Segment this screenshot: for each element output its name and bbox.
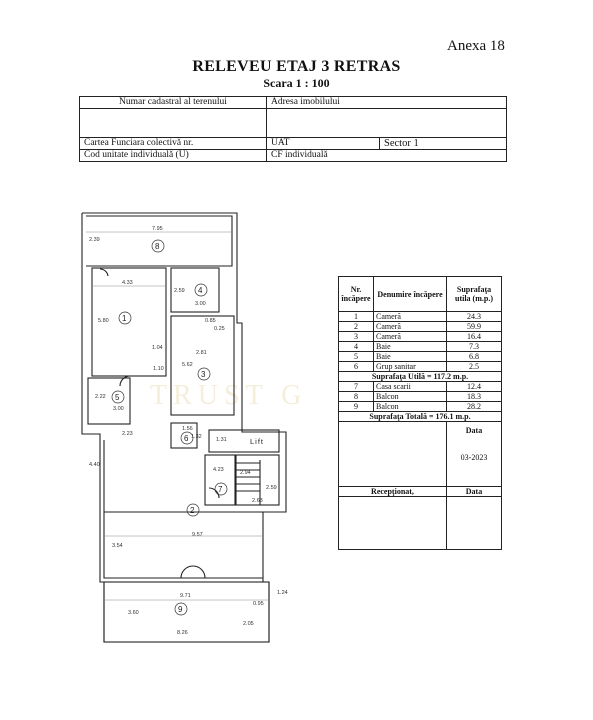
dimension-label: 2.94 xyxy=(240,470,251,476)
table-row xyxy=(339,352,502,362)
date-cell xyxy=(447,422,502,487)
watermark: TRUST G xyxy=(150,380,308,411)
row-name: Casa scarii xyxy=(374,382,447,392)
row-nr: 8 xyxy=(339,392,374,402)
row-area: 16.4 xyxy=(447,332,502,342)
dimension-label: 3.54 xyxy=(112,543,123,549)
dimension-label: 1.10 xyxy=(153,366,164,372)
dimension-label: 0.25 xyxy=(214,326,225,332)
room-number-6: 6 xyxy=(184,434,189,443)
room-number-7: 7 xyxy=(218,485,223,494)
dimension-label: 4.33 xyxy=(122,280,133,286)
dimension-label: 2.63 xyxy=(252,498,263,504)
row-area: 24.3 xyxy=(447,312,502,322)
row-name: Baie xyxy=(374,342,447,352)
row-name: Balcon xyxy=(374,392,447,402)
dimension-label: 0.85 xyxy=(205,318,216,324)
dimension-label: 1.24 xyxy=(277,590,288,596)
grand-total: Suprafaţa Totală = 176.1 m.p. xyxy=(339,412,502,422)
row-nr: 9 xyxy=(339,402,374,412)
data-label-2: Data xyxy=(447,487,502,497)
row-nr: 4 xyxy=(339,342,374,352)
dimension-label: 1.31 xyxy=(216,437,227,443)
dimension-label: 3.00 xyxy=(195,301,206,307)
row-nr: 6 xyxy=(339,362,374,372)
uat-label: UAT xyxy=(267,138,380,150)
col-header-nr: Nr. încăpere xyxy=(339,277,374,312)
row-name: Cameră xyxy=(374,332,447,342)
table-row xyxy=(339,312,502,322)
dimension-label: 1.32 xyxy=(191,434,202,440)
annex-label: Anexa 18 xyxy=(447,38,505,54)
dimension-label: 7.95 xyxy=(152,226,163,232)
dimension-label: 2.59 xyxy=(174,288,185,294)
room-number-2: 2 xyxy=(190,506,195,515)
table-row xyxy=(339,402,502,412)
dimension-label: 4.23 xyxy=(213,467,224,473)
table-row xyxy=(339,392,502,402)
dimension-label: 2.22 xyxy=(95,394,106,400)
dimension-label: 5.62 xyxy=(182,362,193,368)
scale-label: Scara 1 : 100 xyxy=(263,76,330,90)
receptionat-date xyxy=(447,497,502,550)
table-row xyxy=(339,322,502,332)
room-number-1: 1 xyxy=(122,314,127,323)
room-number-4: 4 xyxy=(198,286,203,295)
dimension-label: 1.56 xyxy=(182,426,193,432)
row-nr: 7 xyxy=(339,382,374,392)
dimension-label: 2.59 xyxy=(266,485,277,491)
row-name: Cameră xyxy=(374,322,447,332)
rooms-table xyxy=(338,276,502,550)
row-area: 2.5 xyxy=(447,362,502,372)
row-nr: 1 xyxy=(339,312,374,322)
dimension-label: 8.26 xyxy=(177,630,188,636)
lift-label: Lift xyxy=(250,437,265,446)
cod-label: Cod unitate individuală (U) xyxy=(80,150,267,162)
room-markers xyxy=(112,240,227,615)
row-area: 28.2 xyxy=(447,402,502,412)
table-row xyxy=(339,382,502,392)
signature-area xyxy=(339,422,447,487)
dimension-label: 3.00 xyxy=(113,406,124,412)
row-name: Cameră xyxy=(374,312,447,322)
row-area: 18.3 xyxy=(447,392,502,402)
row-area: 6.8 xyxy=(447,352,502,362)
dimension-label: 2.23 xyxy=(122,431,133,437)
dimension-label: 9.57 xyxy=(192,532,203,538)
col-header-name: Denumire încăpere xyxy=(374,277,447,312)
date-value: 03-2023 xyxy=(460,453,488,462)
row-name: Balcon xyxy=(374,402,447,412)
room-number-3: 3 xyxy=(201,370,206,379)
dimension-label: 1.04 xyxy=(152,345,163,351)
row-area: 12.4 xyxy=(447,382,502,392)
table-row xyxy=(339,362,502,372)
row-nr: 2 xyxy=(339,322,374,332)
col-header-area: Suprafaţa utila (m.p.) xyxy=(447,277,502,312)
util-total: Suprafaţa Utilă = 117.2 m.p. xyxy=(339,372,502,382)
dimension-label: 9.71 xyxy=(180,593,191,599)
room-number-8: 8 xyxy=(155,242,160,251)
room-number-9: 9 xyxy=(178,605,183,614)
address-label: Adresa imobilului xyxy=(267,97,507,109)
receptionat-signature xyxy=(339,497,447,550)
cartea-label: Cartea Funciara colectivă nr. xyxy=(80,138,267,150)
data-label: Data xyxy=(465,426,483,435)
dimension-label: 0.95 xyxy=(253,601,264,607)
row-area: 59.9 xyxy=(447,322,502,332)
table-row xyxy=(339,332,502,342)
dimension-label: 4.40 xyxy=(89,462,100,468)
dimension-label: 3.60 xyxy=(128,610,139,616)
dimension-label: 2.05 xyxy=(243,621,254,627)
row-area: 7.3 xyxy=(447,342,502,352)
dimension-label: 5.80 xyxy=(98,318,109,324)
dimension-label: 2.39 xyxy=(89,237,100,243)
page-title: RELEVEU ETAJ 3 RETRAS xyxy=(192,58,401,75)
table-row xyxy=(339,342,502,352)
cf-label: CF individuală xyxy=(267,150,507,162)
room-number-5: 5 xyxy=(115,393,120,402)
dimension-label: 2.81 xyxy=(196,350,207,356)
cadastral-label: Numar cadastral al terenului xyxy=(80,97,267,109)
sector-label: Sector 1 xyxy=(380,138,507,150)
row-name: Grup sanitar xyxy=(374,362,447,372)
row-nr: 5 xyxy=(339,352,374,362)
receptionat-label: Recepţionat, xyxy=(339,487,447,497)
row-name: Baie xyxy=(374,352,447,362)
row-nr: 3 xyxy=(339,332,374,342)
